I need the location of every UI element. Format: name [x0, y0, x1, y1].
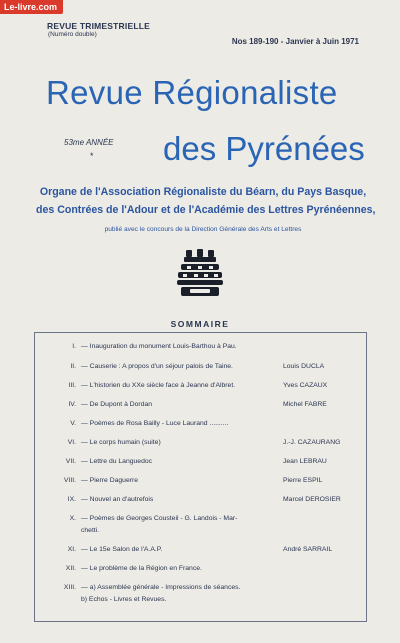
toc-title: chetti.: [81, 527, 100, 534]
toc-row: [35, 439, 366, 453]
emblem-icon: [175, 249, 225, 302]
ornament-mark: *: [90, 151, 94, 161]
toc-number: IV.: [68, 401, 76, 408]
toc-title: — Causerie : A propos d'un séjour palois de Taine.: [81, 363, 233, 370]
toc-number: XI.: [67, 546, 76, 553]
toc-title: — Nouvel an d'autrefois: [81, 496, 154, 503]
toc-row: [35, 477, 366, 491]
toc-row: [35, 565, 366, 579]
toc-title: — Inauguration du monument Louis-Barthou à Pau.: [81, 343, 237, 350]
toc-author: Yves CAZAUX: [283, 382, 328, 389]
toc-title: — Poèmes de Georges Cousteil - G. Landois - Mar-: [81, 515, 238, 522]
toc-title: b) Echos - Livres et Revues.: [81, 596, 167, 603]
toc-number: II.: [70, 363, 76, 370]
title-line-1: Revue Régionaliste: [46, 74, 338, 111]
toc-title: — Le corps humain (suite): [81, 439, 161, 446]
toc-row: [35, 596, 366, 610]
toc-number: VIII.: [63, 477, 76, 484]
toc-number: IX.: [67, 496, 76, 503]
toc-title: — Lettre du Languedoc: [81, 458, 153, 465]
toc-author: Louis DUCLA: [283, 363, 325, 370]
toc-author: Marcel DEROSIER: [283, 496, 341, 503]
toc-number: VII.: [65, 458, 76, 465]
toc-title: — a) Assemblée générale - Impressions de séances.: [81, 584, 241, 591]
sommaire-box: [34, 332, 367, 622]
toc-author: André SARRAIL: [283, 546, 333, 553]
numero-double-label: (Numéro double): [48, 31, 97, 38]
toc-row: [35, 401, 366, 415]
toc-row: [35, 363, 366, 377]
publie-line: publié avec le concours de la Direction Générale des Arts et Lettres: [104, 226, 302, 233]
annee-label: 53me ANNÉE: [64, 138, 114, 147]
toc-row: [35, 382, 366, 396]
issue-info: Nos 189-190 - Janvier à Juin 1971: [231, 37, 359, 46]
organe-line-2: des Contrées de l'Adour et de l'Académie des Lettres Pyrénéennes,: [36, 204, 376, 216]
toc-number: VI.: [67, 439, 76, 446]
toc-title: — Poèmes de Rosa Bailly - Luce Laurand ..........: [81, 420, 229, 427]
toc-author: Pierre ESPIL: [283, 477, 323, 484]
toc-author: Jean LEBRAU: [283, 458, 327, 465]
toc-number: XIII.: [63, 584, 76, 591]
revue-trimestrielle-label: REVUE TRIMESTRIELLE: [47, 21, 150, 31]
toc-row: [35, 496, 366, 510]
toc-row: [35, 527, 366, 541]
toc-number: X.: [69, 515, 76, 522]
watermark-badge: Le-livre.com: [0, 0, 63, 14]
toc-author: Michel FABRE: [283, 401, 327, 408]
sommaire-title: SOMMAIRE: [170, 319, 230, 329]
toc-row: [35, 546, 366, 560]
toc-title: — Le problème de la Région en France.: [81, 565, 202, 572]
toc-row: [35, 420, 366, 434]
toc-title: — Le 15e Salon de l'A.A.P.: [81, 546, 163, 553]
toc-row: [35, 458, 366, 472]
toc-title: — Pierre Daguerre: [81, 477, 139, 484]
toc-number: I.: [72, 343, 76, 350]
toc-title: — L'historien du XXe siècle face à Jeanne d'Albret.: [81, 382, 236, 389]
toc-number: V.: [70, 420, 76, 427]
organe-line-1: Organe de l'Association Régionaliste du Béarn, du Pays Basque,: [39, 186, 367, 198]
toc-title: — De Dupont à Dordan: [81, 401, 153, 408]
toc-number: III.: [68, 382, 76, 389]
toc-row: [35, 343, 366, 357]
toc-number: XII.: [65, 565, 76, 572]
title-line-2: des Pyrénées: [163, 130, 365, 167]
toc-author: J.-J. CAZAURANG: [283, 439, 341, 446]
